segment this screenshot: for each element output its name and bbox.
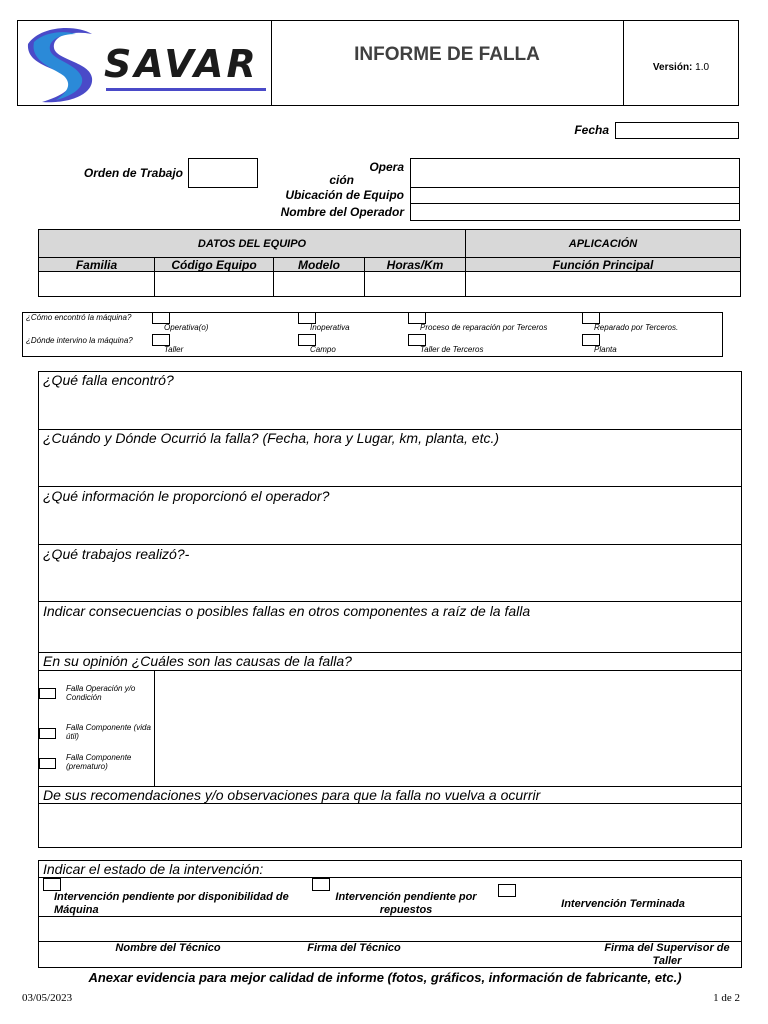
version-info: [624, 62, 738, 73]
fecha-label: Fecha: [574, 123, 609, 137]
orden-label: Orden de Trabajo: [83, 166, 183, 180]
brand-name: SAVAR: [104, 42, 259, 86]
col-codigo: Código Equipo: [154, 257, 274, 272]
operador-label: Nombre del Operador: [280, 205, 404, 219]
pending-parts-label: Intervención pendiente por repuestos: [335, 891, 477, 916]
q1-label: ¿Qué falla encontró?: [43, 372, 174, 388]
col-funcion: Función Principal: [465, 257, 741, 272]
ubicacion-label: Ubicación de Equipo: [285, 188, 404, 202]
familia-field[interactable]: [38, 271, 155, 297]
q7-label: De sus recomendaciones y/o observaciones para que la falla no vuelva a ocurrir: [43, 787, 541, 803]
firma-supervisor-label: Firma del Supervisor de Taller: [604, 942, 730, 967]
footer-date: 03/05/2023: [22, 992, 73, 1004]
finished-checkbox[interactable]: [498, 884, 516, 897]
operacion-label-2: ción: [329, 173, 354, 187]
tecnico-label: Nombre del Técnico: [115, 942, 221, 954]
intervention-title: Indicar el estado de la intervención:: [43, 861, 264, 877]
pending-parts-checkbox[interactable]: [312, 878, 330, 891]
causes-text-area[interactable]: [155, 671, 741, 786]
where-planta-label: Planta: [594, 345, 617, 354]
found-inoperativa-label: Inoperativa: [310, 323, 350, 332]
savar-swoosh-icon: [20, 22, 110, 104]
found-proceso-label: Proceso de reparación por Terceros: [420, 323, 548, 332]
cause-prematuro-label: Falla Componente (prematuro): [66, 753, 132, 771]
version-label: Versión:: [652, 62, 693, 73]
cause-operacion-checkbox[interactable]: [39, 688, 56, 699]
finished-label: Intervención Terminada: [561, 898, 685, 910]
q6-label: En su opinión ¿Cuáles son las causas de la falla?: [43, 653, 352, 669]
operador-field[interactable]: [410, 203, 740, 221]
pending-machine-checkbox[interactable]: [43, 878, 61, 891]
where-taller-label: Taller: [164, 345, 184, 354]
fecha-field[interactable]: [615, 122, 739, 139]
firma-tecnico-label: Firma del Técnico: [307, 942, 401, 954]
operacion-field[interactable]: [410, 158, 740, 188]
q7-area[interactable]: [39, 804, 741, 847]
col-familia: Familia: [38, 257, 155, 272]
funcion-field[interactable]: [465, 271, 741, 297]
brand-underline: [106, 88, 266, 91]
signature-area[interactable]: [39, 917, 741, 941]
horas-field[interactable]: [364, 271, 466, 297]
q4-label: ¿Qué trabajos realizó?-: [43, 546, 190, 562]
codigo-field[interactable]: [154, 271, 274, 297]
cause-operacion-label: Falla Operación y/o Condición: [66, 684, 136, 702]
col-modelo: Modelo: [273, 257, 365, 272]
q3-label: ¿Qué información le proporcionó el operador?: [43, 488, 330, 504]
q2-label: ¿Cuándo y Dónde Ocurrió la falla? (Fecha, hora y Lugar, km, planta, etc.): [43, 430, 500, 446]
ubicacion-field[interactable]: [410, 187, 740, 204]
found-reparado-label: Reparado por Terceros.: [594, 323, 679, 332]
page-title: INFORME DE FALLA: [354, 44, 540, 65]
datos-equipo-header: DATOS DEL EQUIPO: [38, 229, 466, 258]
modelo-field[interactable]: [273, 271, 365, 297]
where-terceros-label: Taller de Terceros: [420, 345, 484, 354]
orden-field[interactable]: [188, 158, 258, 188]
cause-vida-util-label: Falla Componente (vida útil): [66, 723, 151, 741]
pending-machine-label: Intervención pendiente por disponibilidad de Máquina: [54, 891, 289, 916]
found-operativa-label: Operativa(o): [164, 323, 209, 332]
operacion-label-1: Opera: [369, 160, 404, 174]
aplicacion-header: APLICACIÓN: [465, 229, 741, 258]
where-campo-label: Campo: [310, 345, 336, 354]
q5-label: Indicar consecuencias o posibles fallas en otros componentes a raíz de la falla: [43, 603, 531, 619]
cause-prematuro-checkbox[interactable]: [39, 758, 56, 769]
question-found: ¿Cómo encontró la máquina?: [26, 313, 132, 322]
cause-vida-util-checkbox[interactable]: [39, 728, 56, 739]
question-intervened: ¿Dónde intervino la máquina?: [26, 336, 133, 345]
savar-logo: [20, 22, 270, 104]
version-value: 1.0: [695, 62, 710, 73]
footer-page: 1 de 2: [713, 992, 740, 1004]
col-horas: Horas/Km: [364, 257, 466, 272]
evidence-note: Anexar evidencia para mejor calidad de informe (fotos, gráficos, información de fabricante, etc.): [88, 969, 682, 985]
